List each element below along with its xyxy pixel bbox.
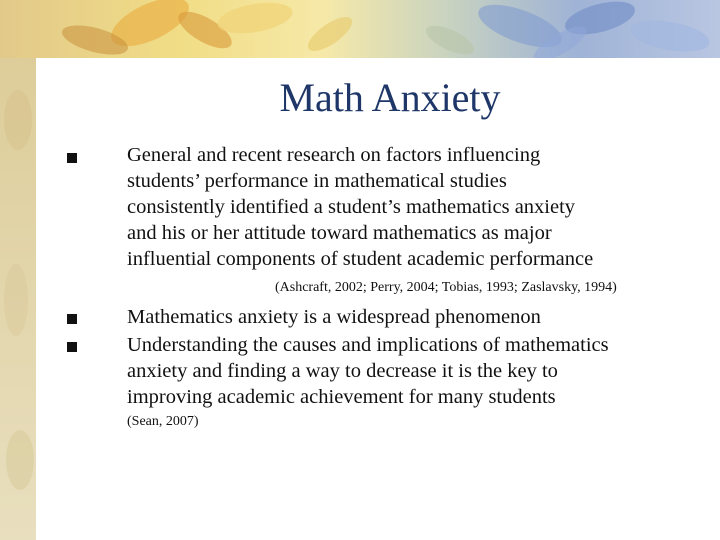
text-line: and his or her attitude toward mathematics as major bbox=[127, 222, 552, 244]
bullet-marker bbox=[67, 314, 77, 324]
text-line: anxiety and finding a way to decrease it is the key to bbox=[127, 360, 558, 382]
slide-panel bbox=[36, 58, 720, 540]
text-line: Understanding the causes and implications of mathematics bbox=[127, 334, 609, 356]
bullet-marker bbox=[67, 153, 77, 163]
text-line: Mathematics anxiety is a widespread phenomenon bbox=[127, 306, 541, 328]
bullet-1-text bbox=[127, 142, 593, 272]
text-line: General and recent research on factors influencing bbox=[127, 144, 541, 166]
bullet-marker bbox=[67, 342, 77, 352]
citation: (Sean, 2007) bbox=[127, 414, 199, 429]
bullet-2-text bbox=[127, 304, 541, 330]
citation: (Ashcraft, 2002; Perry, 2004; Tobias, 1993; Zaslavsky, 1994) bbox=[275, 280, 617, 295]
text-line: students’ performance in mathematical studies bbox=[127, 170, 507, 192]
text-line: consistently identified a student’s mathematics anxiety bbox=[127, 196, 576, 218]
text-line: influential components of student academic performance bbox=[127, 248, 594, 270]
text-line: improving academic achievement for many students bbox=[127, 386, 556, 408]
slide-title: Math Anxiety bbox=[279, 75, 501, 120]
bullet-3-text bbox=[127, 332, 609, 410]
